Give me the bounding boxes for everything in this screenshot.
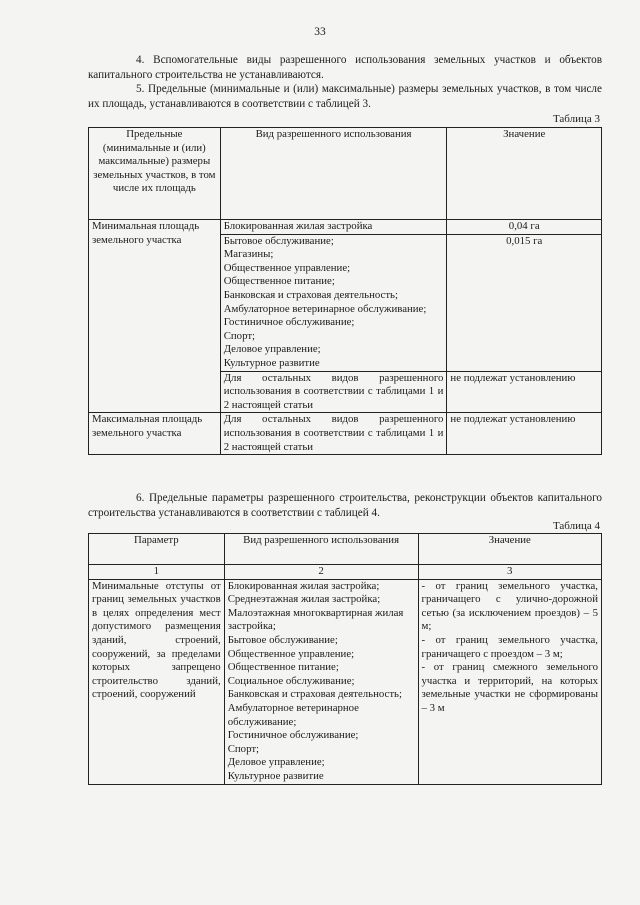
paragraph-4: 4. Вспомогательные виды разрешенного использования земельных участков и объектов капитального строительства не устанавливаются. bbox=[88, 54, 602, 81]
list-item: Общественное питание; bbox=[223, 275, 335, 288]
list-item: Гостиничное обслуживание; bbox=[223, 316, 355, 329]
list-item: Общественное управление; bbox=[223, 261, 351, 274]
table-3-caption: Таблица 3 bbox=[552, 113, 600, 125]
list-item: Банковская и страховая деятельность; bbox=[223, 288, 398, 301]
table-4-caption: Таблица 4 bbox=[552, 520, 600, 532]
list-item: Социальное обслуживание; bbox=[227, 674, 355, 687]
list-item: Спорт; bbox=[223, 329, 256, 342]
list-item: Общественное питание; bbox=[227, 661, 339, 674]
list-item: - от границ земельного участка, граничащего с проездом – 3 м; bbox=[421, 633, 598, 660]
list-item: Банковская и страховая деятельность; bbox=[227, 688, 402, 701]
table-3-header-use: Вид разрешенного использования bbox=[220, 128, 447, 220]
list-item: - от границ смежного земельного участка и территорий, на которых земельные участки не сформированы – 3 м bbox=[421, 661, 598, 714]
table-3-row2-uses bbox=[220, 234, 447, 371]
paragraph-6: 6. Предельные параметры разрешенного строительства, реконструкции объектов капитального строительства устанавливаются в соответствии с таблицей 4. bbox=[88, 492, 602, 519]
list-item: Бытовое обслуживание; bbox=[223, 234, 334, 247]
table-3-header-value: Значение bbox=[447, 128, 602, 220]
table-3-row1-use: Блокированная жилая застройка bbox=[220, 220, 447, 235]
list-item: Деловое управление; bbox=[227, 756, 325, 769]
table-3-min-label: Минимальная площадь земельного участка bbox=[89, 220, 221, 413]
page-number: 33 bbox=[314, 26, 326, 38]
table-3-not-set: не подлежат установлению bbox=[447, 371, 602, 413]
table-4-values bbox=[418, 579, 601, 784]
table-3-max-not-set: не подлежат установлению bbox=[447, 413, 602, 455]
list-item: Магазины; bbox=[223, 248, 274, 261]
list-item: Амбулаторное ветеринарное обслуживание; bbox=[223, 302, 427, 315]
list-item: Блокированная жилая застройка; bbox=[227, 579, 380, 592]
table-4-colnum-3: 3 bbox=[418, 565, 601, 580]
table-3-row2-value: 0,015 га bbox=[447, 234, 602, 371]
list-item: Общественное управление; bbox=[227, 647, 355, 660]
table-3-header-size: Предельные (минимальные и (или) максимальные) размеры земельных участков, в том числе их площадь bbox=[89, 128, 221, 220]
list-item: Культурное развитие bbox=[223, 356, 320, 369]
list-item: Спорт; bbox=[227, 742, 260, 755]
table-4-param: Минимальные отступы от границ земельных участков в целях определения мест допустимого размещения зданий, строений, сооружений, за пределами которых запрещено строительство зданий, строений, сооружений bbox=[89, 579, 225, 784]
list-item: Среднеэтажная жилая застройка; bbox=[227, 593, 381, 606]
table-4-header-param: Параметр bbox=[89, 534, 225, 565]
table-3 bbox=[88, 127, 602, 455]
table-3-max-use: Для остальных видов разрешенного использования в соответствии с таблицами 1 и 2 настоящей статьи bbox=[220, 413, 447, 455]
list-item: Амбулаторное ветеринарное обслуживание; bbox=[227, 701, 359, 728]
paragraph-5: 5. Предельные (минимальные и (или) максимальные) размеры земельных участков, в том числе их площадь, устанавливаются в соответствии с таблицей 3. bbox=[88, 83, 602, 110]
table-3-other-use: Для остальных видов разрешенного использования в соответствии с таблицами 1 и 2 настоящей статьи bbox=[220, 371, 447, 413]
list-item: Бытовое обслуживание; bbox=[227, 633, 338, 646]
list-item: - от границ земельного участка, граничащего с улично-дорожной сетью (за исключением проездов) – 5 м; bbox=[421, 579, 598, 633]
table-3-row1-value: 0,04 га bbox=[447, 220, 602, 235]
table-4-uses bbox=[224, 579, 418, 784]
table-3-max-label: Максимальная площадь земельного участка bbox=[89, 413, 221, 455]
list-item: Малоэтажная многоквартирная жилая застройка; bbox=[227, 606, 404, 633]
table-4-colnum-2: 2 bbox=[224, 565, 418, 580]
table-4-header-use: Вид разрешенного использования bbox=[224, 534, 418, 565]
list-item: Деловое управление; bbox=[223, 343, 321, 356]
list-item: Культурное развитие bbox=[227, 769, 324, 782]
table-4 bbox=[88, 533, 602, 785]
table-4-header-value: Значение bbox=[418, 534, 601, 565]
table-4-colnum-1: 1 bbox=[89, 565, 225, 580]
list-item: Гостиничное обслуживание; bbox=[227, 729, 359, 742]
